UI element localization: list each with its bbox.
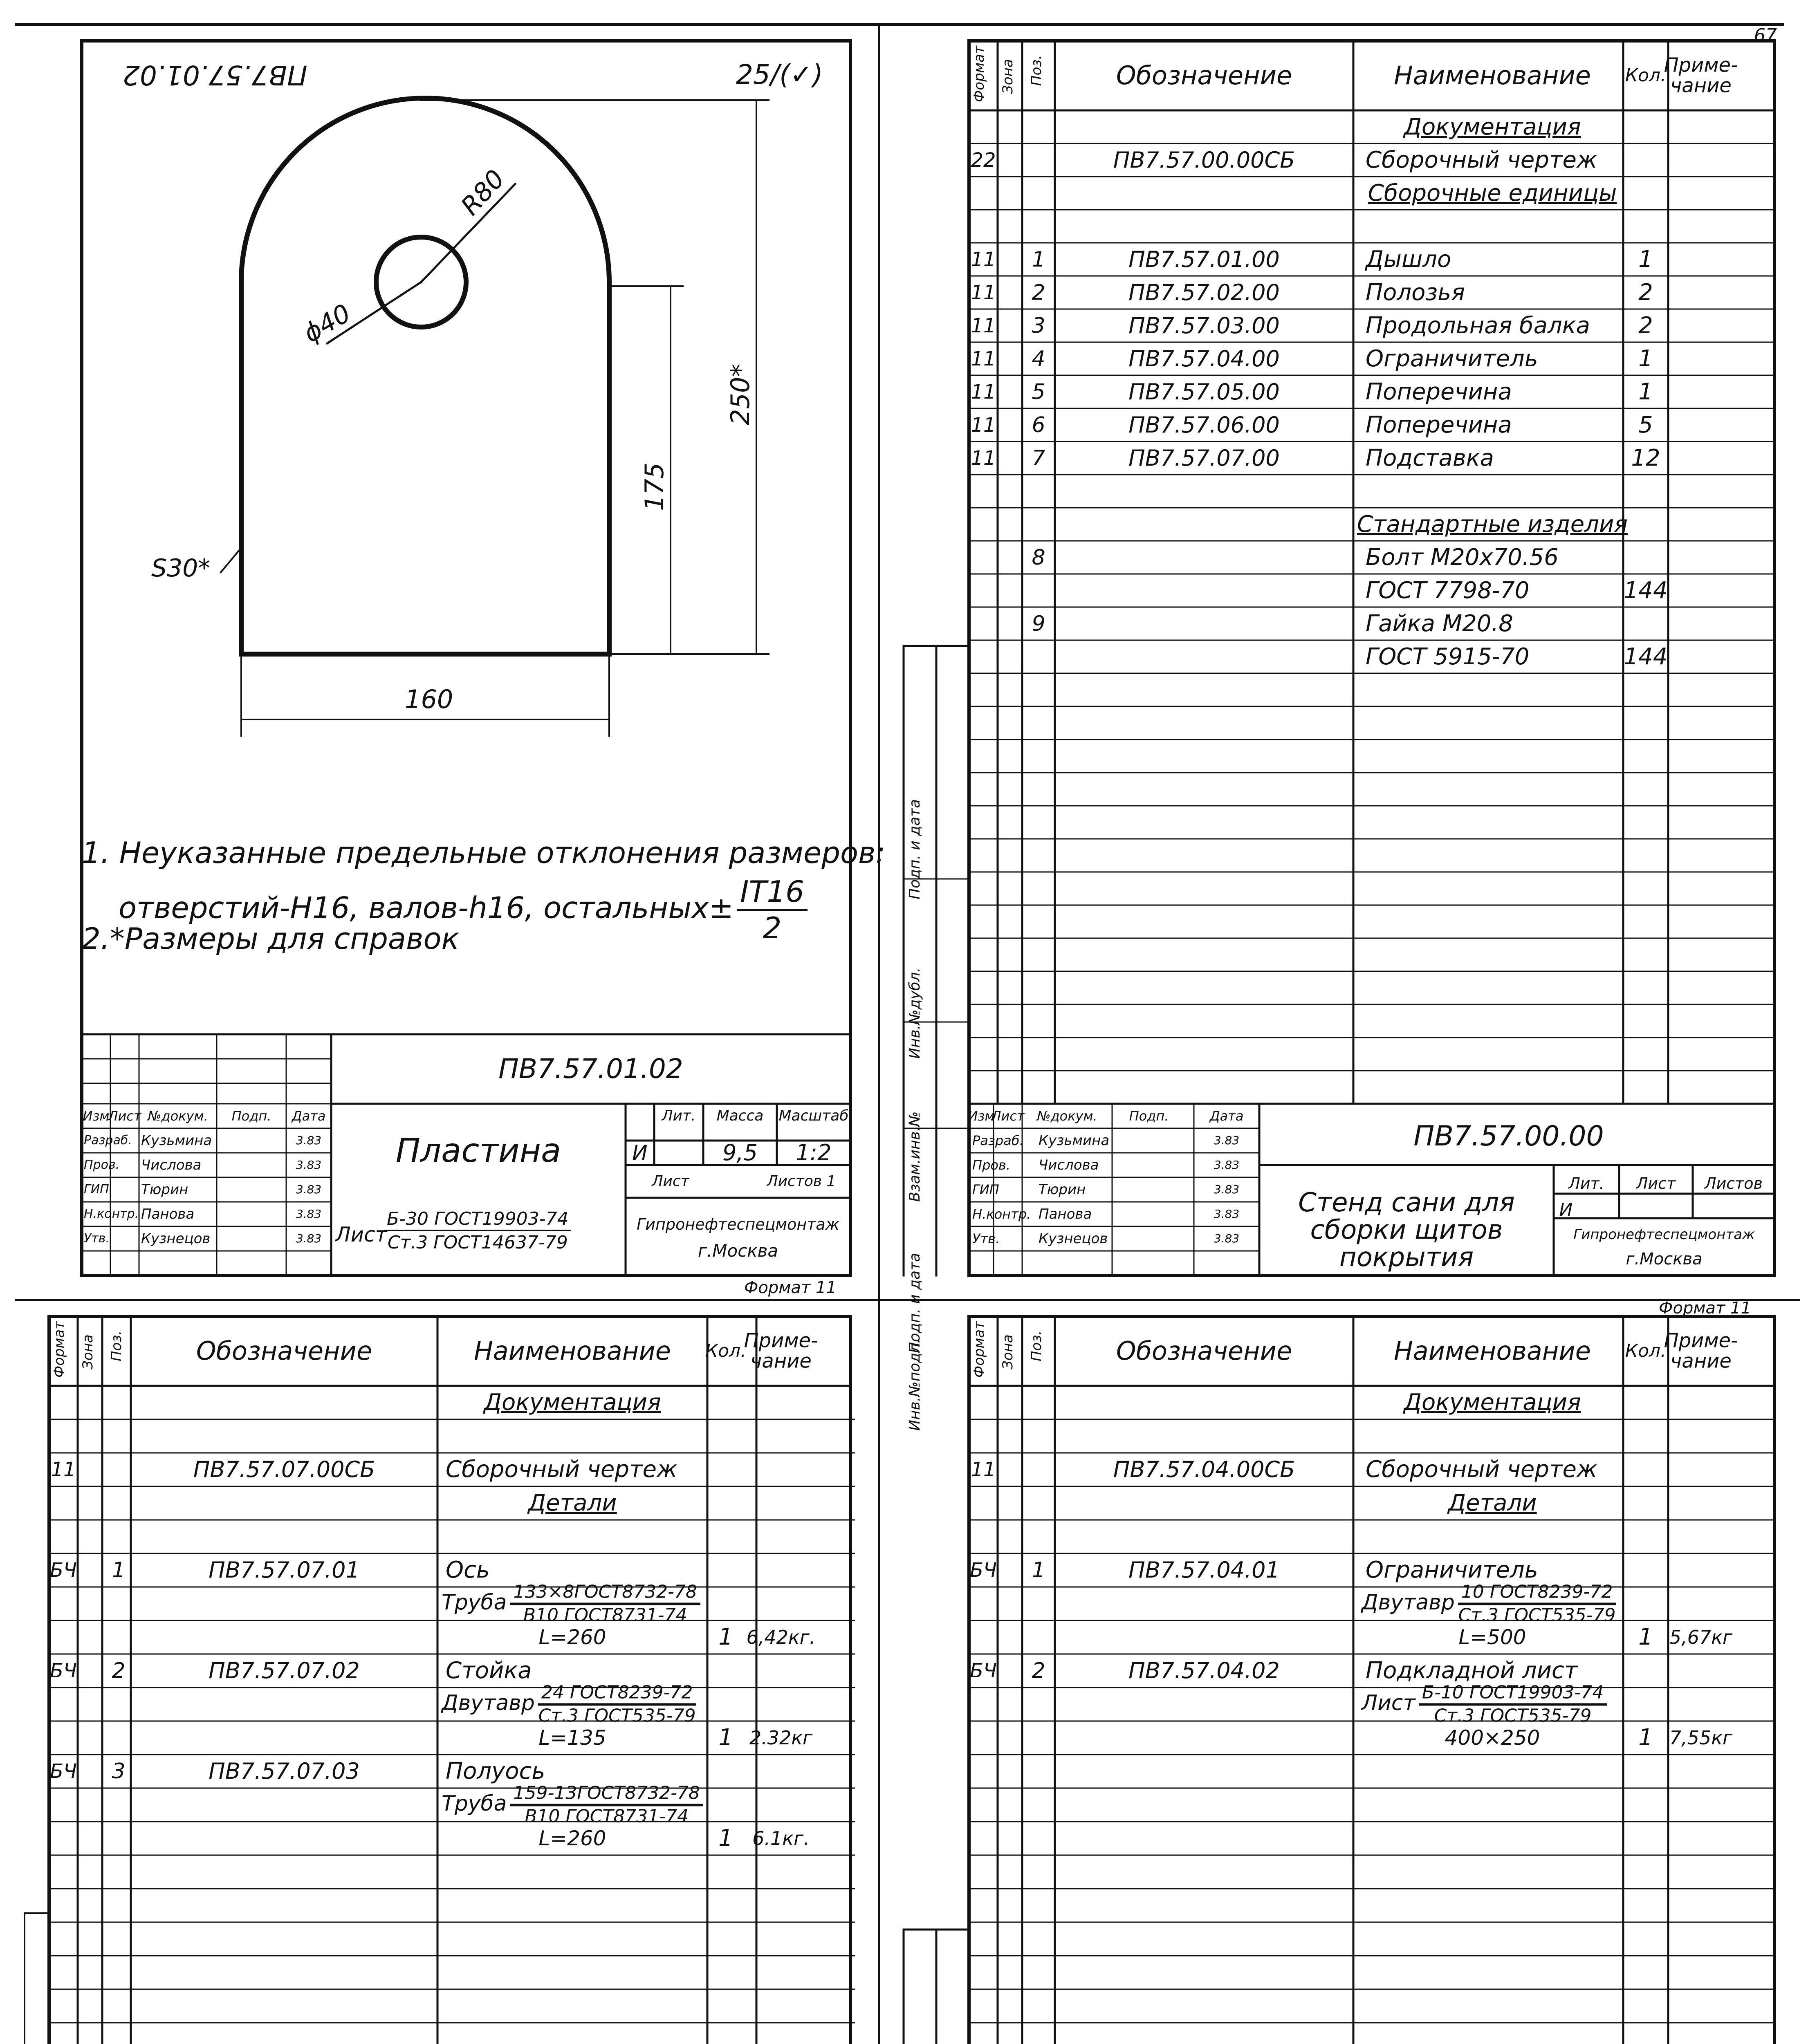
row-pos: 7 [1032, 446, 1045, 471]
row-name: Поперечина [1366, 411, 1512, 438]
sheets-label: Листов [1705, 1174, 1763, 1192]
row-qty: 2 [1638, 279, 1653, 306]
header-format: Формат [971, 1321, 987, 1378]
row-qty: 1 [1638, 1624, 1653, 1650]
row-material [1362, 1582, 1616, 1625]
stamp-header: Лист [108, 1108, 141, 1124]
row-format: 11 [971, 248, 996, 271]
row-format: 11 [971, 380, 996, 403]
row-name: Ограничитель [1366, 345, 1538, 372]
row-code: ПВ7.57.02.00 [1128, 279, 1280, 305]
stamp-date: 3.83 [296, 1232, 322, 1245]
lit-value: И [1559, 1199, 1573, 1220]
header-note: Приме-чание [744, 1329, 818, 1373]
stamp-header: №докум. [148, 1108, 208, 1124]
row-format: 11 [971, 347, 996, 370]
stamp-date: 3.83 [1214, 1158, 1240, 1172]
row-name: Стандартные изделия [1357, 511, 1628, 538]
row-qty: 5 [1638, 411, 1653, 438]
row-name: Сборочный чертеж [1366, 1456, 1597, 1483]
stamp-role: Н.контр. [972, 1206, 1031, 1222]
row-code: ПВ7.57.04.00 [1128, 345, 1280, 372]
row-code: ПВ7.57.07.00СБ [193, 1457, 375, 1482]
row-name: Сборочный чертеж [446, 1456, 677, 1483]
lit-label: Лит. [662, 1107, 696, 1124]
row-qty: 12 [1631, 444, 1660, 471]
row-pos: 5 [1032, 379, 1045, 404]
row-name: Ограничитель [1366, 1557, 1538, 1583]
org: Гипронефтеспецмонтаж [637, 1215, 839, 1233]
header-zone: Зона [1000, 59, 1016, 94]
row-pos: 4 [1032, 346, 1045, 371]
row-pos: 9 [1032, 611, 1045, 636]
stamp-person: Числова [141, 1157, 202, 1173]
row-format: 11 [971, 446, 996, 470]
material [384, 1210, 571, 1252]
title-code: ПВ7.57.00.00 [1413, 1120, 1604, 1152]
row-code: ПВ7.57.07.00 [1128, 445, 1280, 471]
dim-radius: R80 [455, 164, 511, 221]
row-name: Сборочный чертеж [1366, 146, 1597, 173]
row-material-num: Б-10 ГОСТ19903-74 [1419, 1682, 1607, 1706]
org: Гипронефтеспецмонтаж [1573, 1226, 1755, 1243]
stamp-date: 3.83 [296, 1207, 322, 1221]
stamp-date: 3.83 [1214, 1232, 1240, 1245]
dim-chamfer: S30* [151, 554, 211, 583]
stamp-person: Кузнецов [1039, 1230, 1108, 1247]
stamp-date: 3.83 [1214, 1134, 1240, 1147]
format-label: Формат 11 [744, 1278, 837, 1297]
header-zone: Зона [1000, 1334, 1016, 1369]
stamp-role: Разраб. [972, 1133, 1024, 1148]
row-name: Дышло [1366, 246, 1451, 273]
row-pos: 3 [1032, 313, 1045, 338]
mass-label: Масса [716, 1107, 764, 1124]
row-name: Детали [1448, 1490, 1537, 1516]
row-format: 11 [971, 1458, 996, 1481]
header-pos: Поз. [1028, 55, 1045, 86]
row-material-den: Ст.3 ГОСТ535-79 [1434, 1705, 1592, 1726]
stamp-date: 3.83 [1214, 1183, 1240, 1196]
sheet-label: Лист [1636, 1174, 1676, 1192]
page-number: 67 [1754, 25, 1777, 46]
scale-label: Масштаб [778, 1107, 849, 1124]
row-code: ПВ7.57.07.02 [209, 1658, 360, 1683]
row-material-kind: Лист [1362, 1691, 1415, 1715]
row-pos: 2 [112, 1659, 126, 1683]
row-material-fraction [1419, 1682, 1607, 1726]
row-material-fraction [510, 1783, 703, 1827]
header-format: Формат [51, 1321, 67, 1378]
row-name: L=500 [1458, 1625, 1526, 1649]
row-code: ПВ7.57.07.01 [209, 1557, 360, 1583]
stamp-date: 3.83 [296, 1158, 322, 1172]
stamp-role: Н.контр. [84, 1207, 139, 1221]
row-pos: 6 [1032, 412, 1045, 437]
lit-value: И [632, 1141, 648, 1165]
row-pos: 1 [112, 1558, 126, 1582]
row-name: Стойка [446, 1657, 532, 1684]
row-name: Гайка М20.8 [1366, 610, 1513, 637]
stamp-person: Панова [1039, 1206, 1092, 1222]
dim-diameter: ϕ40 [298, 298, 356, 349]
stamp-date: 3.83 [296, 1183, 322, 1196]
row-pos: 8 [1032, 545, 1045, 570]
row-material-den: В10 ГОСТ8731-74 [525, 1806, 689, 1827]
stamp-person: Кузнецов [141, 1230, 211, 1247]
stamp-role: ГИП [972, 1182, 999, 1197]
stamp-header: №докум. [1037, 1108, 1097, 1124]
header-note: Приме-чание [1664, 1329, 1738, 1373]
it16-num: IT16 [737, 875, 808, 911]
note-2: 2.*Размеры для справок [82, 921, 460, 956]
row-qty: 1 [1638, 378, 1653, 405]
header-designation: Обозначение [1116, 1336, 1292, 1366]
side-sign-date: Подп. и дата [906, 1253, 923, 1353]
header-name: Наименование [1394, 61, 1591, 90]
header-zone: Зона [80, 1334, 96, 1369]
row-pos: 1 [1032, 1558, 1045, 1582]
row-format: 11 [971, 281, 996, 304]
header-name: Наименование [474, 1336, 671, 1366]
stamp-role: Разраб. [84, 1133, 132, 1148]
row-code: ПВ7.57.05.00 [1128, 379, 1280, 405]
row-note: 6,42кг. [746, 1626, 816, 1648]
row-name: Документация [484, 1389, 661, 1416]
row-format: 22 [971, 148, 996, 172]
row-qty: 1 [718, 1825, 733, 1851]
row-material-num: 133×8ГОСТ8732-78 [510, 1582, 700, 1605]
row-name: ГОСТ 7798-70 [1366, 577, 1530, 604]
header-designation: Обозначение [1116, 61, 1292, 90]
plate-outline [241, 98, 609, 654]
stamp-person: Кузьмина [141, 1132, 212, 1149]
scale-value: 1:2 [796, 1140, 832, 1165]
row-note: 2.32кг [749, 1727, 813, 1749]
stamp-header: Лист [991, 1108, 1025, 1124]
row-code: ПВ7.57.01.00 [1128, 246, 1280, 272]
header-pos: Поз. [108, 1330, 125, 1361]
row-pos: 1 [1032, 247, 1045, 272]
side-inv-dup: Инв.№дубл. [906, 967, 923, 1059]
header-note: Приме-чание [1664, 54, 1738, 97]
stamp-header: Подп. [231, 1108, 271, 1124]
row-name: ГОСТ 5915-70 [1366, 643, 1530, 670]
row-name: Полозья [1366, 279, 1465, 306]
row-material-den: Ст.3 ГОСТ535-79 [538, 1705, 696, 1726]
sheets-label: Листов 1 [767, 1173, 836, 1190]
title-name: Пластина [395, 1132, 561, 1170]
header-designation: Обозначение [196, 1336, 372, 1366]
note-1: 1. Неуказанные предельные отклонения размеров: [82, 836, 886, 870]
row-format: БЧ [50, 1559, 77, 1582]
stamp-header: Изм [968, 1108, 995, 1124]
dim-height-175: 175 [639, 462, 669, 511]
stamp-header: Подп. [1129, 1108, 1169, 1124]
row-qty: 1 [718, 1624, 733, 1650]
row-qty: 1 [1638, 1724, 1653, 1751]
row-material-kind: Двутавр [442, 1691, 535, 1715]
material-num: Б-30 ГОСТ19903-74 [384, 1210, 571, 1231]
row-name: Детали [528, 1490, 617, 1516]
it16-den: 2 [763, 910, 782, 945]
header-qty: Кол. [1625, 1340, 1667, 1361]
header-format: Формат [971, 46, 987, 102]
dim-width-160: 160 [405, 684, 453, 714]
row-pos: 2 [1032, 1659, 1045, 1683]
row-format: БЧ [970, 1659, 997, 1682]
row-qty: 1 [718, 1724, 733, 1751]
roughness-mark: 25/(✓) [736, 59, 823, 90]
row-note: 7,55кг [1669, 1727, 1733, 1749]
row-name: Ось [446, 1557, 490, 1583]
note-1b-text: отверстий-Н16, валов-h16, остальных± [119, 890, 734, 925]
stamp-person: Кузьмина [1039, 1132, 1110, 1149]
row-name: Болт М20х70.56 [1366, 544, 1559, 571]
row-material-fraction [510, 1582, 700, 1625]
title-name: Стенд сани для сборки щитов покрытия [1298, 1188, 1515, 1273]
row-note: 6.1кг. [752, 1827, 810, 1849]
row-format: 11 [971, 413, 996, 437]
row-qty: 144 [1624, 643, 1668, 670]
it16-fraction [737, 875, 808, 945]
row-name: Продольная балка [1366, 312, 1590, 339]
row-code: ПВ7.57.04.01 [1128, 1557, 1280, 1583]
row-name: Поперечина [1366, 378, 1512, 405]
material-label: Лист [335, 1223, 387, 1246]
dim-height-250: 250* [725, 364, 755, 425]
row-material-kind: Труба [442, 1590, 507, 1615]
row-name: Документация [1404, 113, 1581, 140]
stamp-date: 3.83 [1214, 1207, 1240, 1221]
stamp-person: Числова [1039, 1157, 1099, 1173]
row-code: ПВ7.57.04.02 [1128, 1658, 1280, 1683]
row-material-fraction [538, 1682, 696, 1726]
stamp-role: Пров. [84, 1158, 120, 1172]
title-code: ПВ7.57.01.02 [498, 1053, 683, 1085]
mirrored-code: ПВ7.57.01.02 [123, 59, 307, 91]
format-label: Формат 11 [1659, 1299, 1751, 1318]
header-qty: Кол. [1625, 65, 1667, 86]
row-qty: 2 [1638, 312, 1653, 339]
row-code: ПВ7.57.00.00СБ [1113, 147, 1295, 173]
row-code: ПВ7.57.03.00 [1128, 312, 1280, 338]
row-name: L=260 [538, 1625, 606, 1649]
header-pos: Поз. [1028, 1330, 1045, 1361]
stamp-role: Утв. [84, 1231, 110, 1246]
lit-label: Лит. [1568, 1174, 1604, 1192]
row-name: Документация [1404, 1389, 1581, 1416]
row-pos: 3 [112, 1759, 126, 1784]
row-format: 11 [51, 1458, 76, 1481]
stamp-person: Тюрин [141, 1181, 188, 1198]
city: г.Москва [1626, 1250, 1703, 1269]
stamp-header: Дата [1209, 1108, 1244, 1124]
row-material-num: 159-13ГОСТ8732-78 [510, 1783, 703, 1806]
stamp-person: Панова [141, 1206, 195, 1222]
stamp-date: 3.83 [296, 1134, 322, 1147]
row-material-num: 24 ГОСТ8239-72 [538, 1682, 696, 1706]
header-qty: Кол. [705, 1340, 747, 1361]
row-code: ПВ7.57.07.03 [209, 1758, 360, 1784]
row-qty: 1 [1638, 345, 1653, 372]
row-name: Сборочные единицы [1368, 179, 1617, 206]
row-format: БЧ [970, 1559, 997, 1582]
stamp-person: Тюрин [1039, 1181, 1086, 1198]
row-name: Подставка [1366, 444, 1494, 471]
row-material-num: 10 ГОСТ8239-72 [1458, 1582, 1616, 1605]
row-material-den: В10 ГОСТ8731-74 [523, 1605, 687, 1625]
row-qty: 144 [1624, 577, 1668, 604]
row-format: БЧ [50, 1659, 77, 1682]
row-pos: 2 [1032, 280, 1045, 305]
sheet-label: Лист [652, 1173, 689, 1190]
header-name: Наименование [1394, 1336, 1591, 1366]
side-sign-date-2: Подп. и дата [906, 799, 923, 899]
row-name: L=135 [538, 1726, 606, 1750]
stamp-header: Изм [83, 1108, 110, 1124]
row-qty: 1 [1638, 246, 1653, 273]
row-name: L=260 [538, 1827, 606, 1850]
row-name: 400×250 [1445, 1726, 1540, 1750]
material-den: Ст.3 ГОСТ14637-79 [387, 1232, 568, 1253]
stamp-role: ГИП [84, 1182, 109, 1197]
row-note: 5,67кг [1669, 1626, 1733, 1648]
row-name: Полуось [446, 1758, 545, 1784]
row-code: ПВ7.57.04.00СБ [1113, 1457, 1295, 1482]
stamp-role: Пров. [972, 1157, 1010, 1173]
row-material-den: Ст.3 ГОСТ535-79 [1458, 1605, 1616, 1625]
row-material [1362, 1682, 1607, 1726]
side-repl-inv: Взам.инв.№ [906, 1111, 923, 1202]
city: г.Москва [698, 1241, 778, 1261]
stamp-header: Дата [292, 1108, 326, 1124]
row-code: ПВ7.57.06.00 [1128, 412, 1280, 438]
row-format: БЧ [50, 1760, 77, 1783]
row-name: Подкладной лист [1366, 1657, 1578, 1684]
side-inv-orig: Инв.№подл. [906, 1338, 923, 1431]
stamp-role: Утв. [972, 1231, 1000, 1246]
row-material [442, 1582, 700, 1625]
row-material-kind: Двутавр [1362, 1590, 1455, 1615]
row-material-kind: Труба [442, 1791, 507, 1816]
row-material [442, 1783, 703, 1827]
row-material [442, 1682, 696, 1726]
row-material-fraction [1458, 1582, 1616, 1625]
mass-value: 9,5 [722, 1140, 758, 1165]
row-format: 11 [971, 314, 996, 337]
